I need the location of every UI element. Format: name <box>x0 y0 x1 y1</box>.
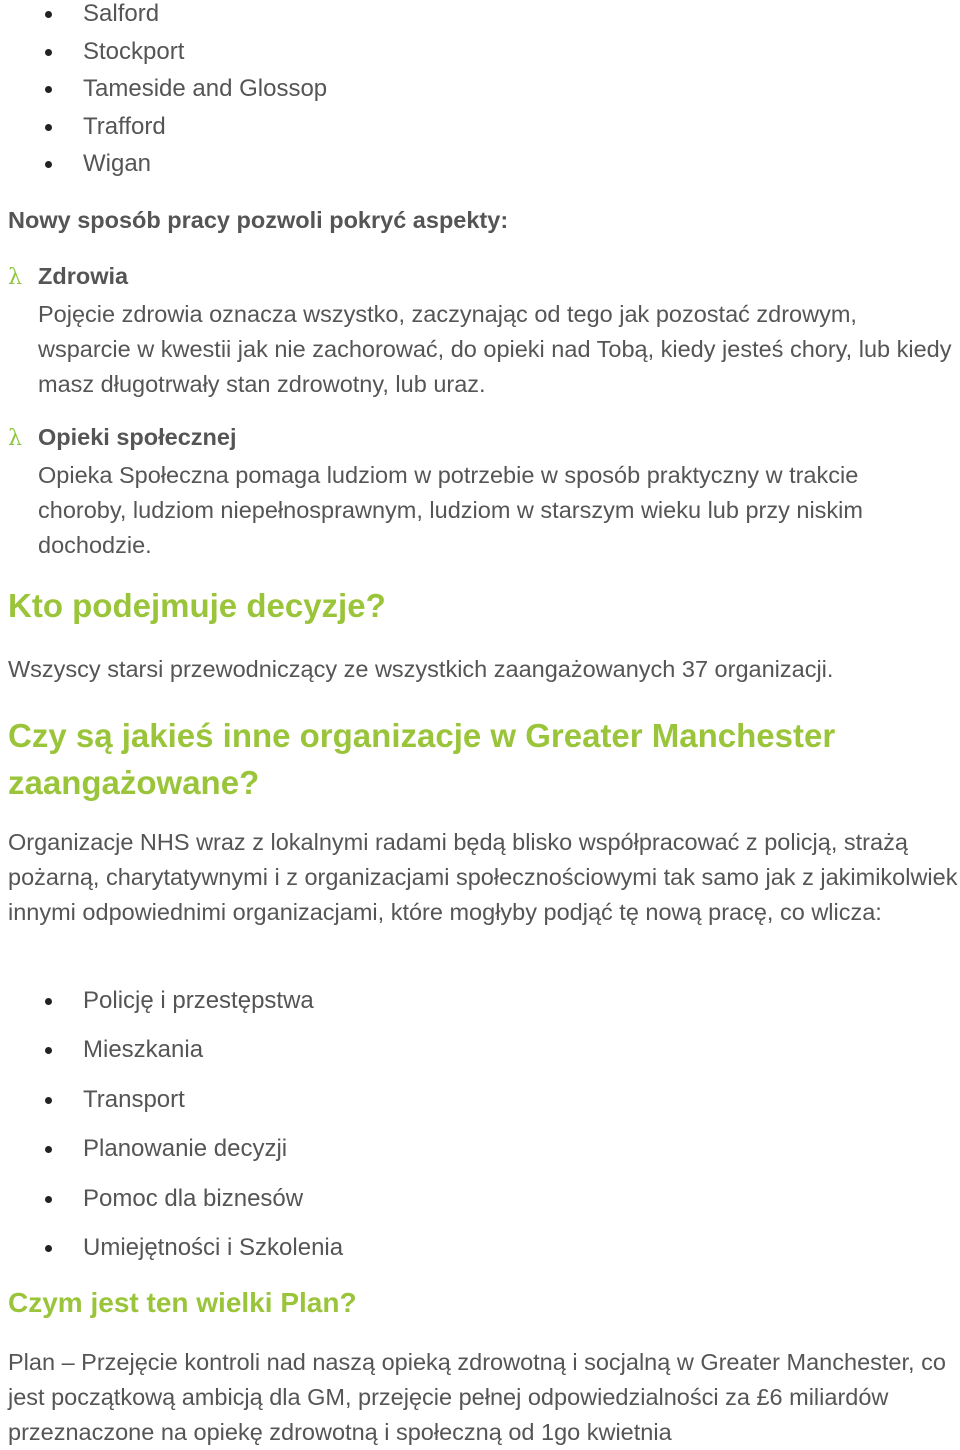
bullet-icon <box>45 1245 52 1252</box>
list-item-label: Trafford <box>83 112 166 140</box>
aspects-heading: Nowy sposób pracy pozwoli pokryć aspekty: <box>8 207 509 233</box>
list-item <box>0 1223 343 1272</box>
aspect-title: Zdrowia <box>38 263 129 289</box>
bullet-icon <box>45 86 52 93</box>
lambda-bullet-icon: λ <box>8 426 22 451</box>
list-item-label: Policję i przestępstwa <box>83 987 314 1014</box>
list-item <box>0 976 343 1025</box>
organizations-text: Organizacje NHS wraz z lokalnymi radami będą blisko współpracować z policją, strażą pożarną, charytatywnymi i z organizacjami społecznościowymi tak samo jak z jakimikolwiek innymi odpowiednimi organizacjami, które mogłyby podjąć tę nową pracę, co wlicza: <box>8 829 958 925</box>
list-item <box>0 1174 343 1223</box>
list-item-label: Tameside and Glossop <box>83 75 328 102</box>
list-item <box>0 1025 343 1074</box>
plan-text: Plan – Przejęcie kontroli nad naszą opieką zdrowotną i socjalną w Greater Manchester, co jest początkową ambicją dla GM, przejęcie pełnej odpowiedzialności za £6 miliardów przeznaczone na opiekę zdrowotną i społeczną od 1go kwietnia <box>8 1349 946 1445</box>
list-item <box>0 108 327 146</box>
bullet-icon <box>45 49 52 56</box>
bullet-icon <box>45 161 52 168</box>
list-item-label: Pomoc dla biznesów <box>83 1184 304 1212</box>
list-item <box>0 1075 343 1124</box>
list-item-label: Salford <box>83 0 160 27</box>
list-item <box>0 33 327 71</box>
list-item-label: Mieszkania <box>83 1036 204 1064</box>
list-item <box>0 145 327 183</box>
lambda-bullet-icon: λ <box>8 265 22 290</box>
list-item-label: Wigan <box>83 150 152 177</box>
list-item <box>0 70 327 108</box>
bullet-icon <box>45 1047 52 1054</box>
bullet-icon <box>45 1146 52 1153</box>
list-item <box>0 1124 343 1173</box>
aspect-title: Opieki społecznej <box>38 424 237 450</box>
list-item-label: Transport <box>83 1085 185 1113</box>
decisions-text: Wszyscy starsi przewodniczący ze wszystkich zaangażowanych 37 organizacji. <box>8 656 834 682</box>
aspect-description: Opieka Społeczna pomaga ludziom w potrzebie w sposób praktyczny w trakcie choroby, ludziom niepełnosprawnym, ludziom w starszym wieku lub przy niskim dochodzie. <box>38 462 863 558</box>
list-item-label: Umiejętności i Szkolenia <box>83 1234 344 1262</box>
list-item-label: Planowanie decyzji <box>83 1135 288 1163</box>
bullet-icon <box>45 1097 52 1104</box>
bullet-icon <box>45 1196 52 1203</box>
list-item-label: Stockport <box>83 37 185 65</box>
plan-heading: Czym jest ten wielki Plan? <box>8 1287 357 1318</box>
areas-list <box>0 976 343 1272</box>
bullet-icon <box>45 998 52 1005</box>
aspect-description: Pojęcie zdrowia oznacza wszystko, zaczynając od tego jak pozostać zdrowym, wsparcie w kwestii jak nie zachorować, do opieki nad Tobą, kiedy jesteś chory, lub kiedy masz długotrwały stan zdrowotny, lub uraz. <box>38 301 952 397</box>
decisions-heading: Kto podejmuje decyzje? <box>8 587 386 624</box>
bullet-icon <box>45 124 52 131</box>
bullet-icon <box>45 11 52 18</box>
organizations-heading: Czy są jakieś inne organizacje w Greater Manchester zaangażowane? <box>8 717 836 801</box>
district-list <box>0 0 327 183</box>
list-item <box>0 0 327 33</box>
